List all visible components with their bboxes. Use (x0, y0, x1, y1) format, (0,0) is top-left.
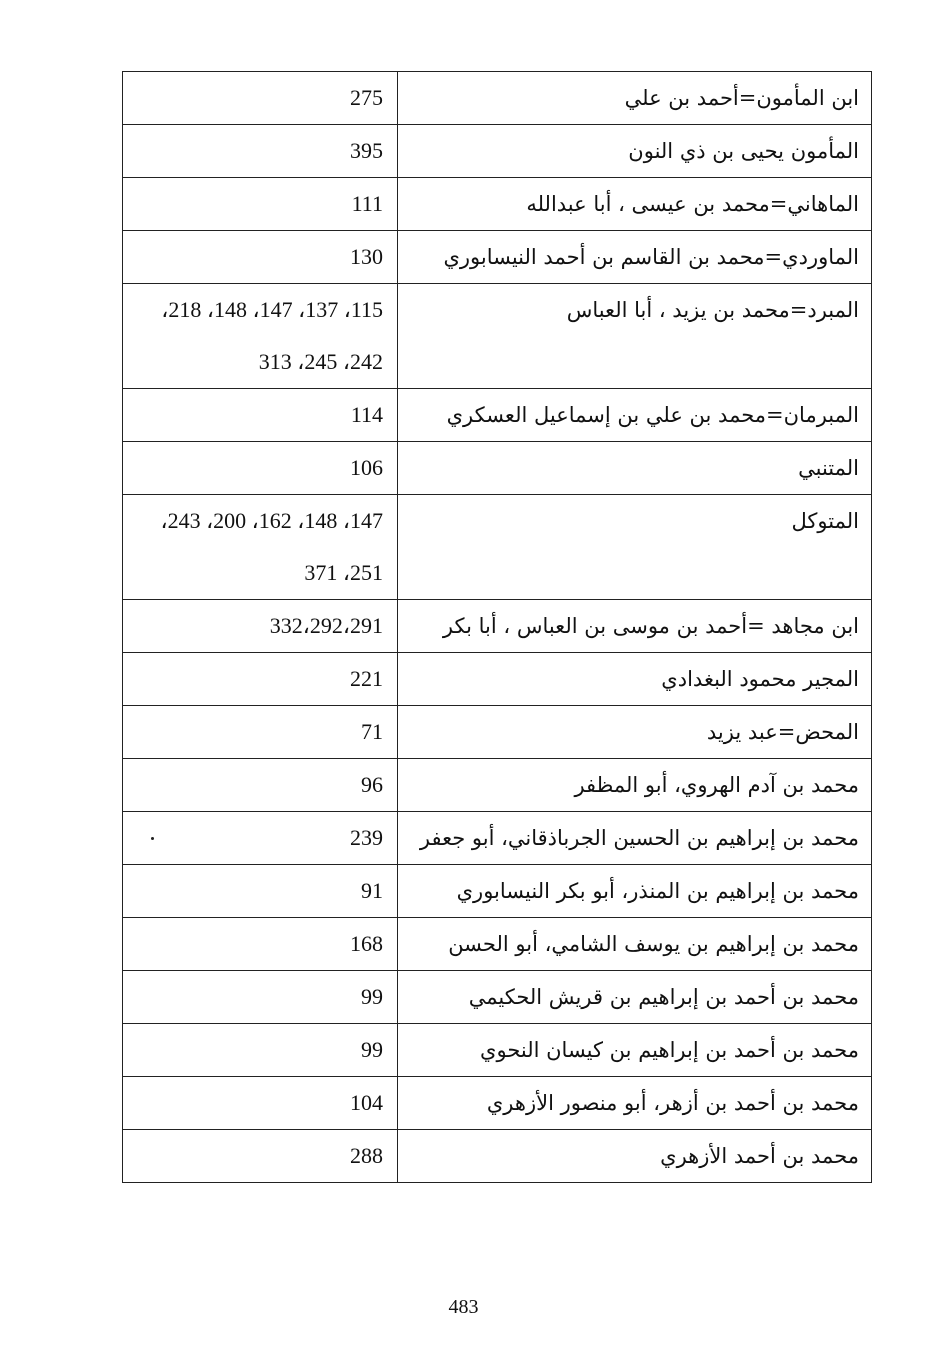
index-table (122, 71, 872, 1183)
page-refs-line: 275 (350, 85, 383, 110)
index-row (123, 1077, 872, 1130)
entry-name-cell: المجير محمود البغدادي (398, 653, 872, 706)
page-refs-cell (123, 812, 398, 865)
page-refs-line: 104 (350, 1090, 383, 1115)
index-row (123, 1024, 872, 1077)
page-refs-cell (123, 72, 398, 125)
page-refs-line: 91 (361, 878, 383, 903)
page-refs-cell (123, 284, 398, 389)
page-refs-cell (123, 1077, 398, 1130)
page-refs-line: 288 (350, 1143, 383, 1168)
index-row (123, 442, 872, 495)
page-refs-line: 115، 137، 147، 148، 218، (161, 297, 383, 322)
page-refs-cell (123, 600, 398, 653)
index-row (123, 706, 872, 759)
index-body (123, 72, 872, 1183)
entry-name-cell: محمد بن أحمد بن أزهر، أبو منصور الأزهري (398, 1077, 872, 1130)
index-row (123, 812, 872, 865)
page-refs-line: 71 (361, 719, 383, 744)
page-refs-line: 147، 148، 162، 200، 243، (160, 508, 383, 533)
stray-dot (151, 837, 154, 840)
index-row (123, 653, 872, 706)
page-refs-cell (123, 1130, 398, 1183)
entry-name-cell: المبرمان=محمد بن علي بن إسماعيل العسكري (398, 389, 872, 442)
index-row (123, 72, 872, 125)
page-refs-cell (123, 706, 398, 759)
index-row (123, 389, 872, 442)
entry-name-cell: المحض=عبد يزيد (398, 706, 872, 759)
page-refs-line: 111 (351, 191, 383, 216)
page-refs-line: 114 (350, 402, 383, 427)
index-row (123, 971, 872, 1024)
entry-name-cell: محمد بن إبراهيم بن المنذر، أبو بكر النيسابوري (398, 865, 872, 918)
page-refs-line: 99 (361, 1037, 383, 1062)
index-row (123, 600, 872, 653)
entry-name-cell: محمد بن أحمد بن إبراهيم بن قريش الحكيمي (398, 971, 872, 1024)
entry-name-cell: الماهاني=محمد بن عيسى ، أبا عبدالله (398, 178, 872, 231)
page-refs-cell (123, 442, 398, 495)
entry-name-cell: محمد بن آدم الهروي، أبو المظفر (398, 759, 872, 812)
index-row (123, 918, 872, 971)
page-refs-line: 130 (350, 244, 383, 269)
page-refs-line: 221 (350, 666, 383, 691)
page-refs-line: 332،292،291 (269, 613, 383, 638)
page-number: 483 (448, 1296, 479, 1318)
index-row (123, 495, 872, 600)
page-refs-line: 99 (361, 984, 383, 1009)
page-refs-cell (123, 918, 398, 971)
index-row (123, 178, 872, 231)
index-row (123, 125, 872, 178)
entry-name-cell: المتوكل (398, 495, 872, 600)
page-refs-line: 242، 245، 313 (258, 349, 383, 374)
entry-name-cell: محمد بن إبراهيم بن الحسين الجرباذقاني، أبو جعفر (398, 812, 872, 865)
page-refs-cell (123, 759, 398, 812)
entry-name-cell: محمد بن إبراهيم بن يوسف الشامي، أبو الحسن (398, 918, 872, 971)
entry-name-cell: المبرد=محمد بن يزيد ، أبا العباس (398, 284, 872, 389)
page-refs-cell (123, 1024, 398, 1077)
page-refs-line: 395 (350, 138, 383, 163)
page-refs-cell (123, 125, 398, 178)
entry-name-cell: المتنبي (398, 442, 872, 495)
page-refs-line: 251، 371 (304, 560, 383, 585)
page-refs-line: 168 (350, 931, 383, 956)
page-refs-line: 96 (361, 772, 383, 797)
index-row (123, 865, 872, 918)
index-row (123, 284, 872, 389)
page-refs-cell (123, 231, 398, 284)
entry-name-cell: محمد بن أحمد بن إبراهيم بن كيسان النحوي (398, 1024, 872, 1077)
entry-name-cell: المأمون يحيى بن ذي النون (398, 125, 872, 178)
entry-name-cell: محمد بن أحمد الأزهري (398, 1130, 872, 1183)
page-refs-cell (123, 389, 398, 442)
index-row (123, 231, 872, 284)
page-refs-cell (123, 971, 398, 1024)
entry-name-cell: ابن المأمون=أحمد بن علي (398, 72, 872, 125)
index-row (123, 759, 872, 812)
page-refs-line: 239 (350, 825, 383, 850)
page-refs-cell (123, 865, 398, 918)
page-refs-cell (123, 495, 398, 600)
entry-name-cell: ابن مجاهد =أحمد بن موسى بن العباس ، أبا بكر (398, 600, 872, 653)
page-refs-line: 106 (350, 455, 383, 480)
index-row (123, 1130, 872, 1183)
page-refs-cell (123, 178, 398, 231)
entry-name-cell: الماوردي=محمد بن القاسم بن أحمد النيسابوري (398, 231, 872, 284)
page-refs-cell (123, 653, 398, 706)
